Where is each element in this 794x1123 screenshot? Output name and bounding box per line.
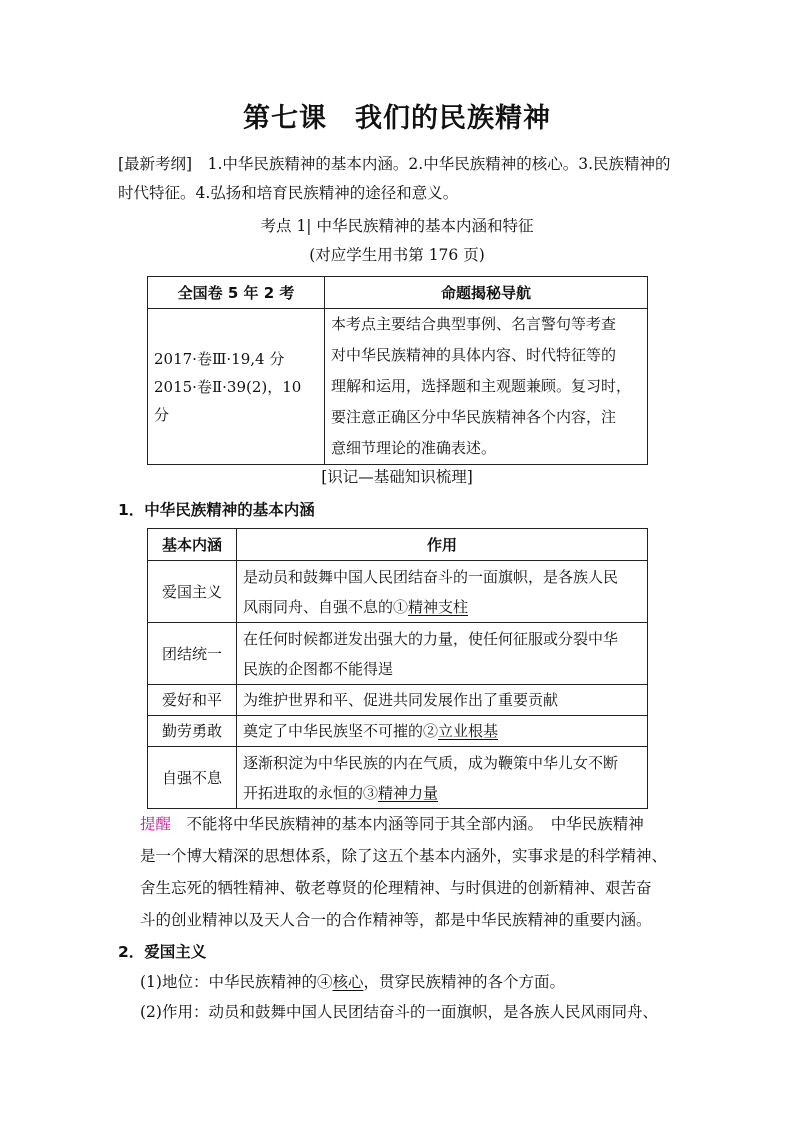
row-content: 为维护世界和平、促进共同发展作出了重要贡献 <box>237 685 648 716</box>
tip-label: 提醒 <box>140 815 172 833</box>
tip-line-1 <box>140 810 644 839</box>
page-title: 第七课 我们的民族精神 <box>243 103 551 134</box>
row-name: 爱国主义 <box>148 561 237 623</box>
section-label: [识记—基础知识梳理] <box>321 468 473 486</box>
row-line <box>243 778 641 808</box>
table-row <box>148 747 648 809</box>
row-text: 奠定了中华民族坚不可摧的② <box>243 722 439 740</box>
nav-line-2: 对中华民族精神的具体内容、时代特征等的 <box>331 346 617 364</box>
outline-label: [最新考纲] <box>118 155 193 173</box>
outline-line-1 <box>118 150 671 179</box>
item-1-text-end: ，贯穿民族精神的各个方面。 <box>363 973 565 991</box>
item-2: (2)作用：动员和鼓舞中国人民团结奋斗的一面旗帜，是各族人民风雨同舟、 <box>140 1003 658 1021</box>
row-content <box>237 747 648 809</box>
content-table <box>147 528 648 809</box>
tip-line-3: 舍生忘死的牺牲精神、敬老尊贤的伦理精神、与时俱进的创新精神、艰苦奋 <box>140 879 652 897</box>
heading-1: 1．中华民族精神的基本内涵 <box>118 501 315 519</box>
key-term: 核心 <box>332 973 364 991</box>
row-line: 逐渐积淀为中华民族的内在气质，成为鞭策中华儿女不断 <box>243 753 619 772</box>
row-name: 爱好和平 <box>148 685 237 716</box>
nav-line-3: 理解和运用，选择题和主观题兼顾。复习时， <box>331 377 632 395</box>
row-line: 民族的企图都不能得逞 <box>243 659 394 678</box>
exam-table <box>147 276 648 465</box>
outline-text-2: 时代特征。4.弘扬和培育民族精神的途径和意义。 <box>118 184 459 202</box>
key-term: 精神支柱 <box>408 597 469 616</box>
item-1-text: (1)地位：中华民族精神的④ <box>140 973 333 991</box>
row-line <box>243 592 641 622</box>
exam-col2-header: 命题揭秘导航 <box>325 277 648 309</box>
nav-line-5: 意细节理论的准确表述。 <box>331 439 497 457</box>
row-text: 风雨同舟、自强不息的① <box>243 597 409 616</box>
row-name: 勤劳勇敢 <box>148 716 237 747</box>
content-col2-header: 作用 <box>237 529 648 561</box>
nav-line-1: 本考点主要结合典型事例、名言警句等考查 <box>331 315 617 333</box>
row-content <box>237 716 648 747</box>
nav-line-4: 要注意正确区分中华民族精神各个内容，注 <box>331 408 617 426</box>
exam-year-2: 2015·卷Ⅱ·39(2)，10 分 <box>154 377 302 424</box>
content-col1-header: 基本内涵 <box>148 529 237 561</box>
row-name: 自强不息 <box>148 747 237 809</box>
tip-line-4: 斗的创业精神以及天人合一的合作精神等，都是中华民族精神的重要内涵。 <box>140 911 652 929</box>
topic-heading: 考点 1| 中华民族精神的基本内涵和特征 <box>260 217 534 235</box>
table-row <box>148 716 648 747</box>
row-text: 开拓进取的永恒的③ <box>243 783 379 802</box>
exam-year-1: 2017·卷Ⅲ·19,4 分 <box>154 349 285 368</box>
table-row <box>148 623 648 685</box>
row-content <box>237 623 648 685</box>
key-term: 立业根基 <box>438 722 499 740</box>
heading-2: 2．爱国主义 <box>118 943 207 961</box>
table-row <box>148 561 648 623</box>
exam-col1-header: 全国卷 5 年 2 考 <box>148 277 325 309</box>
exam-years-cell <box>148 309 325 465</box>
topic-reference: (对应学生用书第 176 页) <box>309 246 485 264</box>
key-term: 精神力量 <box>378 783 439 802</box>
row-line: 在任何时候都迸发出强大的力量，使任何征服或分裂中华 <box>243 629 619 648</box>
tip-text: 不能将中华民族精神的基本内涵等同于其全部内涵。 中华民族精神 <box>186 815 644 833</box>
row-line: 是动员和鼓舞中国人民团结奋斗的一面旗帜，是各族人民 <box>243 567 619 586</box>
item-1 <box>140 968 565 997</box>
row-content <box>237 561 648 623</box>
table-row <box>148 685 648 716</box>
tip-line-2: 是一个博大精深的思想体系，除了这五个基本内涵外，实事求是的科学精神、 <box>140 847 668 865</box>
outline-text-1: 1.中华民族精神的基本内涵。2.中华民族精神的核心。3.民族精神的 <box>207 155 671 173</box>
exam-nav-cell <box>325 309 648 465</box>
row-name: 团结统一 <box>148 623 237 685</box>
